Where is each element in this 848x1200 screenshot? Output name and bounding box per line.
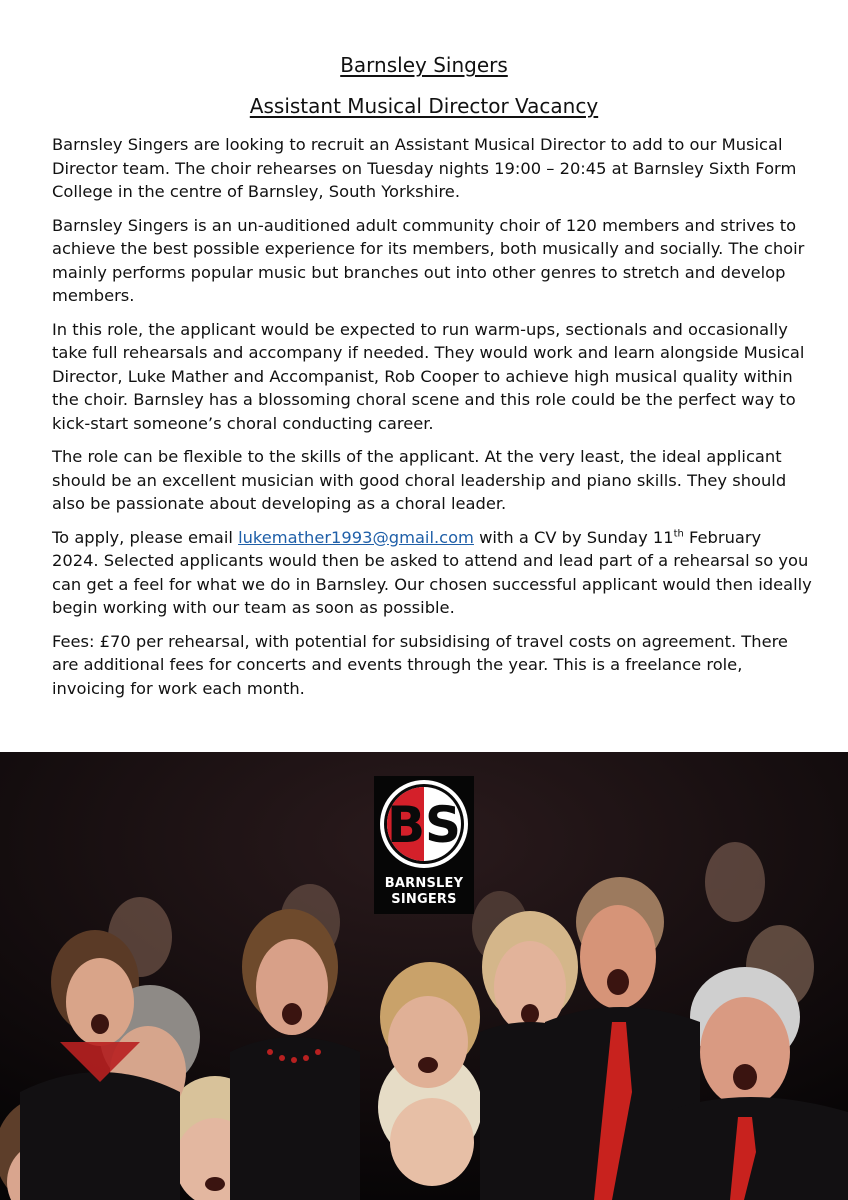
apply-text-middle: with a CV by Sunday 11 [473, 527, 674, 547]
paragraph-about-choir: Barnsley Singers is an un-auditioned adult community choir of 120 members and strives to achieve the best possible experience for its members, both musically and socially. The choir mainly performs popular music but branches out into other genres to stretch and develop members. [52, 215, 805, 305]
email-link[interactable]: lukemather1993@gmail.com [238, 527, 474, 547]
body-text [52, 133, 812, 710]
vacancy-title: Assistant Musical Director Vacancy [249, 94, 599, 118]
barnsley-singers-logo [374, 776, 474, 914]
paragraph-intro: Barnsley Singers are looking to recruit an Assistant Musical Director to add to our Musical Director team. The choir rehearses on Tuesday nights 19:00 – 20:45 at Barnsley Sixth Form College in the centre of Barnsley, South Yorkshire. [52, 135, 797, 201]
paragraph-apply [52, 526, 812, 620]
apply-text-suffix: February 2024. Selected applicants would then be asked to attend and lead part of a rehearsal so you can get a feel for what we do in Barnsley. Our chosen successful applicant would then ideally begin working with our team as soon as possible. [52, 527, 812, 617]
paragraph-skills: The role can be flexible to the skills of the applicant. At the very least, the ideal applicant should be an excellent musician with good choral leadership and piano skills. They should also be passionate about developing as a choral leader. [52, 447, 787, 513]
apply-text-prefix: To apply, please email [52, 527, 239, 547]
logo-line-2: SINGERS [391, 892, 457, 907]
org-title: Barnsley Singers [340, 53, 508, 77]
choir-photo [0, 752, 848, 1200]
paragraph-role: In this role, the applicant would be expected to run warm-ups, sectionals and occasionally take full rehearsals and accompany if needed. They would work and learn alongside Musical Director, Luke Mather and Accompanist, Rob Cooper to achieve high musical quality within the choir. Barnsley has a blossoming choral scene and this role could be the perfect way to kick-start someone’s choral conducting career. [52, 319, 805, 433]
logo-emblem [374, 776, 474, 876]
date-suffix: th [673, 528, 684, 540]
logo-initials: BS [386, 796, 462, 854]
paragraph-fees: Fees: £70 per rehearsal, with potential for subsidising of travel costs on agreement. There are additional fees for concerts and events through the year. This is a freelance role, invoicing for work each month. [52, 631, 788, 698]
logo-line-1: BARNSLEY [384, 876, 464, 891]
